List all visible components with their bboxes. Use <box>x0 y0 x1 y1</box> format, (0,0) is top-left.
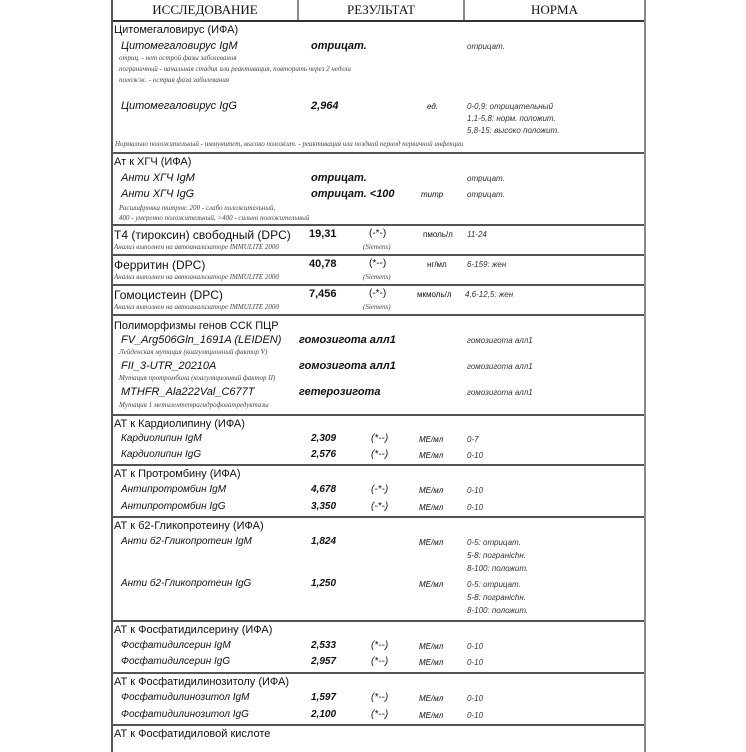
test-norm: гомозигота алл1 <box>467 362 533 371</box>
test-name: Анти ХГЧ IgG <box>121 188 195 200</box>
test-norm: 0-10 <box>467 694 484 703</box>
test-value: 2,964 <box>311 100 339 112</box>
test-norm: 11-24 <box>467 230 487 239</box>
section-phosphatidylserine <box>113 622 644 674</box>
test-flag: (*--) <box>371 709 389 720</box>
test-norm: 1,1-5,8: норм. положит. <box>467 114 556 123</box>
note-line: отриц. - нет острой фазы заболевания <box>119 54 237 62</box>
test-value: 2,576 <box>311 449 337 460</box>
note-line: Анализ выполнен на автоанализаторе IMMULITE 2000 <box>114 243 279 251</box>
test-name: Анти ХГЧ IgM <box>121 172 195 184</box>
test-value: отрицат. <box>311 172 367 184</box>
test-value: 2,100 <box>311 709 337 720</box>
section-cardiolipin <box>113 416 644 466</box>
test-name: Антипротромбин IgG <box>121 501 226 512</box>
test-value: гомозигота алл1 <box>299 334 396 346</box>
test-unit: МЕ/мл <box>419 486 444 495</box>
test-norm: 0-5: отрицат. <box>467 538 521 547</box>
note-line: Лейденская мутация (коагуляционный фактор V) <box>119 348 268 356</box>
test-norm: 0-10 <box>467 451 484 460</box>
section-title: АТ к б2-Гликопротеину (ИФА) <box>114 520 264 532</box>
test-flag: (*--) <box>371 656 389 667</box>
test-name: Фосфатидилсерин IgG <box>121 656 231 667</box>
test-name: Анти б2-Гликопротеин IgG <box>121 578 252 589</box>
test-flag: (*--) <box>371 692 389 703</box>
test-name: Фосфатидилсерин IgM <box>121 640 231 651</box>
note-line: 400 - умеренно положительный, >400 - сильно положительный <box>119 214 310 222</box>
test-flag: (*--) <box>369 258 387 269</box>
note-line: пограничный - начальная стадия или реактивация, повторить через 2 недели <box>119 65 351 73</box>
section-prothrombin <box>113 466 644 518</box>
header-result: РЕЗУЛЬТАТ <box>299 0 465 20</box>
test-flag: (-*-) <box>371 484 389 495</box>
test-name: Цитомегаловирус IgG <box>121 100 237 112</box>
test-norm: 0-0,9: отрицательный <box>467 102 554 111</box>
test-value: 2,957 <box>311 656 337 667</box>
test-norm: отрицат. <box>467 174 505 183</box>
lab-results-table <box>111 0 646 752</box>
section-title: Т4 (тироксин) свободный (DPC) <box>114 228 291 242</box>
test-value: 4,678 <box>311 484 337 495</box>
test-name: Фосфатидилинозитол IgG <box>121 709 249 720</box>
test-unit: МЕ/мл <box>419 642 444 651</box>
test-norm: гомозигота алл1 <box>467 336 533 345</box>
test-flag: (-*-) <box>371 501 389 512</box>
test-norm: отрицат. <box>467 190 505 199</box>
test-value: 1,250 <box>311 578 337 589</box>
test-unit: пмоль/л <box>423 230 453 239</box>
test-name: Антипротромбин IgM <box>121 484 227 495</box>
test-name: FII_3-UTR_20210A <box>121 360 217 372</box>
test-name: Анти б2-Гликопротеин IgM <box>121 536 252 547</box>
test-flag: (*--) <box>371 449 389 460</box>
test-unit: МЕ/мл <box>419 451 444 460</box>
test-flag: (-*-) <box>369 228 387 239</box>
note-line: Мутация протромбина (коагуляционный фактор II) <box>119 374 276 382</box>
note-line: Анализ выполнен на автоанализаторе IMMULITE 2000 <box>114 303 279 311</box>
section-title: АТ к Кардиолипину (ИФА) <box>114 418 245 430</box>
test-norm: 0-10 <box>467 711 484 720</box>
test-name: Цитомегаловирус IgM <box>121 40 238 52</box>
test-flag: (*--) <box>371 640 389 651</box>
test-norm: 8-100: положит. <box>467 564 529 573</box>
test-flag: (-*-) <box>369 288 387 299</box>
section-genes <box>113 316 644 416</box>
note-line: (Siemens) <box>363 243 391 251</box>
test-norm: гомозигота алл1 <box>467 388 533 397</box>
test-flag: (*--) <box>371 433 389 444</box>
test-unit: титр <box>421 190 444 199</box>
test-value: 19,31 <box>309 228 337 240</box>
test-value: 1,597 <box>311 692 337 703</box>
test-value: отрицат. <box>311 40 367 52</box>
note-line: (Siemens) <box>363 273 391 281</box>
test-norm: 0-5: отрицат. <box>467 580 521 589</box>
test-unit: МЕ/мл <box>419 711 444 720</box>
section-title: АТ к Фосфатидиловой кислоте <box>114 728 271 740</box>
header-study: ИССЛЕДОВАНИЕ <box>113 0 299 20</box>
section-title: Ат к ХГЧ (ИФА) <box>114 156 192 168</box>
test-norm: 5,8-15: высоко положит. <box>467 126 560 135</box>
test-name: Фосфатидилинозитол IgM <box>121 692 250 703</box>
section-ferritin <box>113 256 644 286</box>
test-norm: 6-159: жен <box>467 260 507 269</box>
note-line: Анализ выполнен на автоанализаторе IMMULITE 2000 <box>114 273 279 281</box>
section-t4 <box>113 226 644 256</box>
section-title: АТ к Фосфатидилинозитолу (ИФА) <box>114 676 290 688</box>
section-title: Полиморфизмы генов ССК ПЦР <box>114 320 279 332</box>
section-hcg <box>113 154 644 226</box>
test-norm: отрицат. <box>467 42 505 51</box>
test-norm: 0-10 <box>467 658 484 667</box>
test-name: Кардиолипин IgM <box>121 433 202 444</box>
section-cmv <box>113 22 644 154</box>
section-phosphatidic-acid <box>113 726 644 752</box>
section-title: Ферритин (DPC) <box>114 258 206 272</box>
test-norm: 4,6-12,5: жен <box>465 290 514 299</box>
note-line: положж. - острая фаза заболевания <box>119 76 230 84</box>
test-unit: нг/мл <box>427 260 447 269</box>
section-phosphatidylinositol <box>113 674 644 726</box>
test-value: 40,78 <box>309 258 337 270</box>
section-title: Цитомегаловирус (ИФА) <box>114 24 239 36</box>
test-value: 2,533 <box>311 640 337 651</box>
test-name: FV_Arg506Gln_1691A (LEIDEN) <box>121 334 282 346</box>
test-unit: МЕ/мл <box>419 538 444 547</box>
test-unit: МЕ/мл <box>419 435 444 444</box>
test-name: Кардиолипин IgG <box>121 449 202 460</box>
section-title: АТ к Протромбину (ИФА) <box>114 468 241 480</box>
test-norm: 5-8: погранichн. <box>467 593 526 602</box>
test-value: отрицат. <100 <box>311 188 395 200</box>
test-norm: 0-10 <box>467 486 484 495</box>
note-line: Мутация 1 метилентетрагидрофолатредуктазы <box>119 401 269 409</box>
test-unit: МЕ/мл <box>419 580 444 589</box>
test-value: 7,456 <box>309 288 337 300</box>
table-header <box>113 0 644 22</box>
test-norm: 0-10 <box>467 503 484 512</box>
test-norm: 8-100: положит. <box>467 606 529 615</box>
test-norm: 5-8: погранichн. <box>467 551 526 560</box>
section-title: Гомоцистеин (DPC) <box>114 288 223 302</box>
test-norm: 0-10 <box>467 642 484 651</box>
header-norm: НОРМА <box>531 2 578 17</box>
note-line: Расшифровка титров: 200 - слабо положительный, <box>119 204 276 212</box>
note-line: Нормально положительный - иммунитет, высоко положит. - реактивация или поздний период первичной инфекции <box>115 140 464 148</box>
test-unit: МЕ/мл <box>419 503 444 512</box>
test-value: 2,309 <box>311 433 337 444</box>
section-title: АТ к Фосфатидилсерину (ИФА) <box>114 624 273 636</box>
section-b2-glycoprotein <box>113 518 644 622</box>
section-homocysteine <box>113 286 644 316</box>
test-value: гетерозигота <box>299 386 381 398</box>
test-unit: МЕ/мл <box>419 658 444 667</box>
test-unit: мкмоль/л <box>417 290 452 299</box>
test-value: 3,350 <box>311 501 337 512</box>
test-unit: МЕ/мл <box>419 694 444 703</box>
test-value: гомозигота алл1 <box>299 360 396 372</box>
test-norm: 0-7 <box>467 435 479 444</box>
note-line: (Siemens) <box>363 303 391 311</box>
test-unit: ед. <box>427 102 439 111</box>
test-value: 1,824 <box>311 536 337 547</box>
test-name: MTHFR_Ala222Val_C677T <box>121 386 255 398</box>
